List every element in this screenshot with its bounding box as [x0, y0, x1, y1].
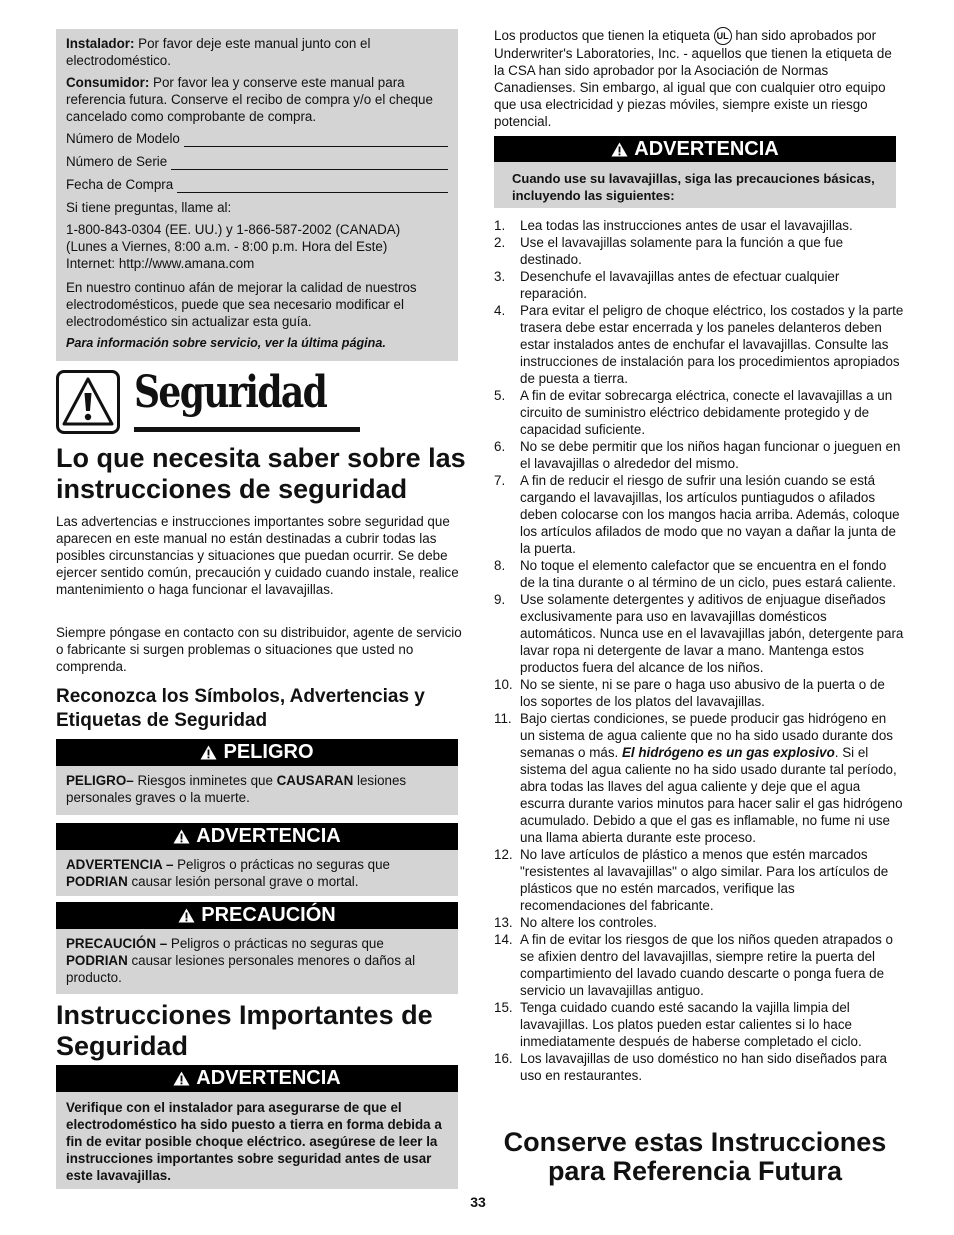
item-text: Use el lavavajillas solamente para la función a que fue destinado. — [520, 235, 844, 267]
warning-text-2: causar lesión personal grave o mortal. — [127, 874, 359, 889]
usage-warning-banner — [494, 136, 896, 162]
warning-description — [56, 850, 458, 896]
safety-item — [494, 914, 904, 931]
title-underline — [134, 427, 360, 432]
item-number: 6. — [494, 439, 506, 454]
model-number-line — [66, 130, 448, 147]
danger-text-2: lesiones personales graves o la muerte. — [66, 773, 407, 805]
owner-info-box — [56, 29, 458, 361]
serial-number-blank — [171, 157, 448, 170]
alert-triangle-icon — [611, 142, 628, 157]
warning-term: ADVERTENCIA – — [66, 857, 174, 872]
item-number: 1. — [494, 218, 506, 233]
model-number-blank — [184, 134, 448, 147]
safety-item — [494, 710, 904, 846]
item-text: No se debe permitir que los niños hagan funcionar o jueguen en el lavavajillas o alrededor del mismo. — [520, 439, 901, 471]
item-number: 10. — [494, 677, 513, 692]
safety-item — [494, 999, 904, 1050]
improvement-note: En nuestro continuo afán de mejorar la calidad de nuestros electrodomésticos, puede que sea necesario modificar el electrodoméstico sin actualizar esta guía. — [66, 280, 417, 329]
questions-text: Si tiene preguntas, llame al: — [66, 200, 232, 215]
install-warning-banner — [56, 1065, 458, 1092]
caution-label: PRECAUCIÓN — [201, 904, 336, 926]
item-number: 7. — [494, 473, 506, 488]
consumer-note — [66, 74, 448, 125]
section-header — [56, 364, 327, 436]
item-number: 15. — [494, 1000, 513, 1015]
danger-banner — [56, 739, 458, 766]
installer-label: Instalador: — [66, 36, 135, 51]
install-warning-label: ADVERTENCIA — [196, 1067, 341, 1089]
safety-item — [494, 472, 904, 557]
certification-paragraph — [494, 27, 904, 130]
alert-triangle-icon — [173, 1071, 190, 1086]
phone-numbers: 1-800-843-0304 (EE. UU.) y 1-866-587-2002 (CANADA) — [66, 222, 401, 237]
serial-number-line — [66, 153, 448, 170]
serial-number-label: Número de Serie — [66, 154, 168, 169]
warning-banner — [56, 823, 458, 850]
conserve-instructions-heading: Conserve estas Instrucciones para Referencia Futura — [503, 1127, 887, 1186]
item-number: 5. — [494, 388, 506, 403]
internet-link[interactable]: Internet: http://www.amana.com — [66, 256, 255, 271]
safety-item — [494, 591, 904, 676]
warning-icon — [56, 370, 120, 434]
consumer-text: Por favor lea y conserve este manual para referencia futura. Conserve el recibo de compra y/o el cheque cancelado como comprobante de compra. — [66, 75, 433, 124]
item-number: 8. — [494, 558, 506, 573]
item-text: No lave artículos de plástico a menos que estén marcados "resistentes al lavavajillas" o algo similar. Para los artículos de plásticos que no estén marcados, verifique las recomendaciones del fabricante. — [520, 847, 889, 913]
item-text: A fin de evitar sobrecarga eléctrica, conecte el lavavajillas a un circuito de suministro eléctrico debidamente protegido y de capacidad suficiente. — [520, 388, 893, 437]
certification-text-2: han sido aprobados por Underwriter's Laboratories, Inc. - aquellos que tienen la etiqueta de la CSA han sido aprobador por la Asociación de Normas Canadienses. Sin embargo, al igual que con cualquier otro equipo que usa electricidad y piezas móviles, siempre existe un riesgo potencial. — [494, 28, 892, 130]
safety-item — [494, 557, 904, 591]
safety-instructions-list — [494, 217, 904, 1084]
install-warning-text: Verifique con el instalador para asegurarse de que el electrodoméstico ha sido puesto a tierra en forma debida a fin de evitar posible choque eléctrico. asegúrese de leer la instrucciones importantes sobre seguridad antes de usar este lavavajillas. — [56, 1092, 458, 1189]
safety-item — [494, 676, 904, 710]
item-text: A fin de reducir el riesgo de sufrir una lesión cuando se está cargando el lavavajillas, los artículos puntiagudos o afilados deben colocarse con los mangos hacia arriba. Además, coloque los artículos afilados de modo que no vayan a dañar la junta de la puerta. — [520, 473, 900, 556]
safety-item — [494, 438, 904, 472]
safety-item — [494, 387, 904, 438]
caution-term: PRECAUCIÓN – — [66, 936, 168, 951]
purchase-date-label: Fecha de Compra — [66, 177, 174, 192]
intro-paragraph-2: Siempre póngase en contacto con su distribuidor, agente de servicio o fabricante si surgen problemas o situaciones que usted no comprenda. — [56, 625, 462, 674]
warning-text-1: Peligros o prácticas no seguras que — [173, 857, 390, 872]
warning-label: ADVERTENCIA — [196, 825, 341, 847]
safety-item — [494, 268, 904, 302]
danger-keyword: CAUSARAN — [276, 773, 354, 788]
heading-important-instructions: Instrucciones Importantes de Seguridad — [56, 1000, 433, 1061]
item-text: Para evitar el peligro de choque eléctrico, los costados y la parte trasera debe estar encerrada y los paneles delanteros deben estar instalados antes de enchufar el lavavajillas. Consulte las instrucciones de instalación para los procedimientos apropiados de puesta a tierra. — [520, 303, 904, 386]
danger-description — [56, 766, 458, 815]
support-hours: (Lunes a Viernes, 8:00 a.m. - 8:00 p.m. Hora del Este) — [66, 239, 388, 254]
danger-text-1: Riesgos inminetes que — [133, 773, 277, 788]
item-text: A fin de evitar los riesgos de que los niños queden atrapados o se afixien dentro del lavavajillas, siempre retire la puerta del compartimiento del lavado cuando descarte o ponga fuera de servicio un lavavajillas antiguo. — [520, 932, 893, 998]
item-text: Tenga cuidado cuando esté sacando la vajilla limpia del lavavajillas. Los platos pueden estar calientes si lo hace inmediatamente después de haberse completado el ciclo. — [520, 1000, 862, 1049]
danger-term: PELIGRO– — [66, 773, 134, 788]
page-number: 33 — [470, 1194, 486, 1210]
purchase-date-line — [66, 176, 448, 193]
item-emphasis: El hidrógeno es un gas explosivo — [621, 745, 835, 760]
usage-warning-label: ADVERTENCIA — [634, 137, 779, 160]
item-number: 12. — [494, 847, 513, 862]
safety-item — [494, 931, 904, 999]
danger-label: PELIGRO — [223, 741, 314, 763]
section-title: Seguridad — [134, 367, 327, 418]
usage-warning-text: Cuando use su lavavajillas, siga las precauciones básicas, incluyendo las siguientes: — [494, 162, 896, 208]
safety-item — [494, 302, 904, 387]
item-number: 9. — [494, 592, 506, 607]
ul-listed-icon: UL — [714, 27, 732, 45]
item-text-part-2: . Si el sistema del agua caliente no ha sido usado durante tal período, abra todas las llaves del agua caliente y deje que el agua escurra durante varios minutos para hacer salir el gas hidrógeno acumulado. Debido a que el gas es inflamable, no fume ni use una llama abierta durante este proceso. — [520, 745, 903, 845]
caution-text-1: Peligros o prácticas no seguras que — [167, 936, 384, 951]
safety-item — [494, 217, 904, 234]
item-text: No se siente, ni se pare o haga uso abusivo de la puerta o de los soportes de los platos del lavavajillas. — [520, 677, 885, 709]
heading-symbols: Reconozca los Símbolos, Advertencias y Etiquetas de Seguridad — [56, 686, 425, 731]
caution-banner — [56, 902, 458, 929]
caution-text-2: causar lesiones personales menores o daños al producto. — [66, 953, 416, 985]
safety-item — [494, 1050, 904, 1084]
purchase-date-blank — [177, 180, 448, 193]
intro-paragraph-1: Las advertencias e instrucciones importantes sobre seguridad que aparecen en este manual no están destinadas a cubrir todas las posibles circunstancias y situaciones que puedan ocurrir. Se debe ejercer sentido común, precaución y cuidado cuando instale, realice mantenimiento o haga funcionar el lavavajillas. — [56, 514, 459, 597]
alert-triangle-icon — [200, 745, 217, 760]
alert-triangle-icon — [178, 908, 195, 923]
installer-text: Por favor deje este manual junto con el electrodoméstico. — [66, 36, 371, 68]
safety-item — [494, 234, 904, 268]
heading-safety-instructions: Lo que necesita saber sobre las instrucciones de seguridad — [56, 443, 466, 504]
item-text: Desenchufe el lavavajillas antes de efectuar cualquier reparación. — [520, 269, 840, 301]
item-number: 14. — [494, 932, 513, 947]
safety-item — [494, 846, 904, 914]
item-number: 2. — [494, 235, 506, 250]
item-text: Use solamente detergentes y aditivos de enjuague diseñados exclusivamente para uso en lavavajillas domésticos automáticos. Nunca use en el lavavajillas jabón, detergente para lavar ropa ni detergente de lavar a mano. Mantenga estos productos fuera del alcance de los niños. — [520, 592, 904, 675]
warning-keyword: PODRIAN — [66, 874, 128, 889]
installer-note — [66, 35, 448, 69]
item-number: 4. — [494, 303, 506, 318]
item-number: 3. — [494, 269, 506, 284]
contact-block — [66, 221, 448, 272]
alert-triangle-icon — [173, 829, 190, 844]
item-text-part-1: Bajo ciertas condiciones, se puede producir gas hidrógeno en un sistema de agua caliente que no ha sido usado durante dos semanas o más. — [520, 711, 893, 760]
service-note: Para información sobre servicio, ver la última página. — [66, 336, 386, 350]
caution-keyword: PODRIAN — [66, 953, 128, 968]
item-text: No toque el elemento calefactor que se encuentra en el fondo de la tina durante o al término de un ciclo, pues estará caliente. — [520, 558, 896, 590]
item-text: Los lavavajillas de uso doméstico no han sido diseñados para uso en restaurantes. — [520, 1051, 887, 1083]
item-number: 13. — [494, 915, 513, 930]
consumer-label: Consumidor: — [66, 75, 150, 90]
item-number: 11. — [494, 711, 512, 726]
caution-description — [56, 929, 458, 994]
item-text: Lea todas las instrucciones antes de usar el lavavajillas. — [520, 218, 853, 233]
item-number: 16. — [494, 1051, 513, 1066]
model-number-label: Número de Modelo — [66, 131, 180, 146]
item-text: No altere los controles. — [520, 915, 657, 930]
certification-text-1: Los productos que tienen la etiqueta — [494, 28, 714, 43]
